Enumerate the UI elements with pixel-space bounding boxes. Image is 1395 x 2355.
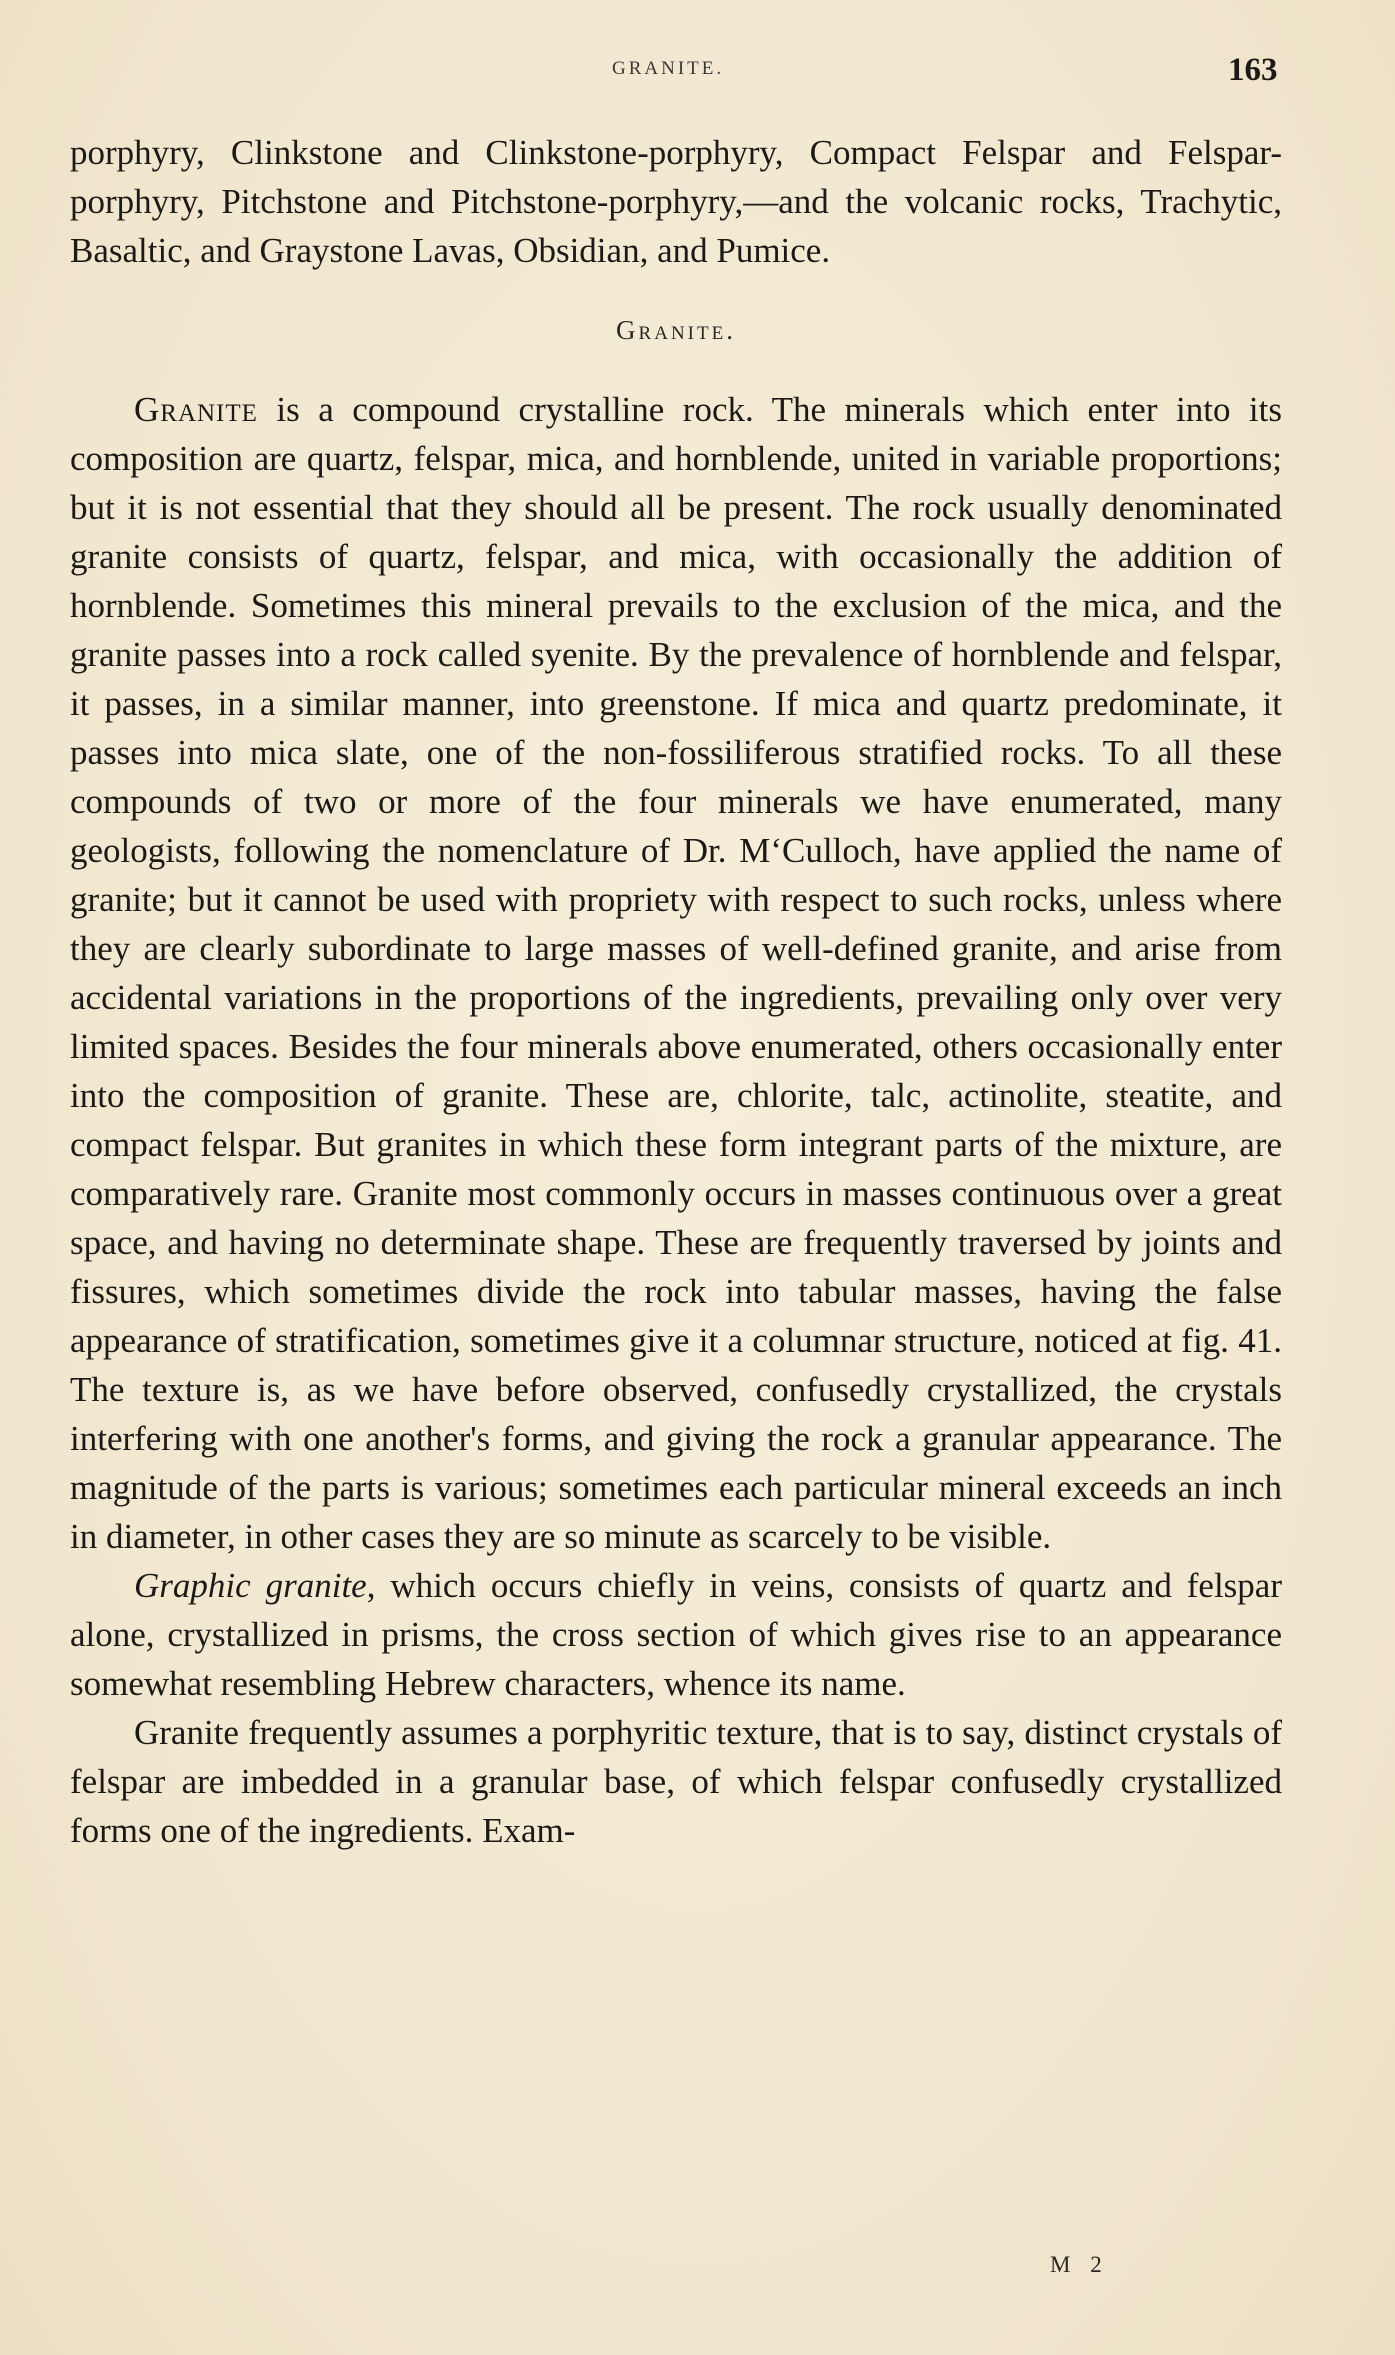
running-header	[0, 52, 1395, 92]
paragraph-granite	[70, 385, 1282, 1561]
paragraph-porphyritic: Granite frequently assumes a porphyritic texture, that is to say, distinct crystals of felspar are imbedded in a granular base, of which felspar confusedly crystallized forms one of the ingredients. Exam-	[70, 1713, 1282, 1850]
section-heading: Granite.	[616, 315, 736, 345]
running-title: GRANITE.	[612, 58, 725, 79]
body-text	[70, 128, 1282, 1855]
intro-paragraph: porphyry, Clinkstone and Clinkstone-porphyry, Compact Felspar and Felspar-porphyry, Pitchstone and Pitchstone-porphyry,—and the volcanic rocks, Trachytic, Basaltic, and Graystone Lavas, Obsidian, and Pumice.	[70, 133, 1282, 270]
signature-mark: M 2	[1050, 2252, 1109, 2277]
paragraph-lead-term: Graphic granite	[134, 1566, 367, 1605]
page-number: 163	[1228, 52, 1278, 88]
paragraph-lead-word: Granite	[134, 390, 258, 429]
paragraph-text: , which occurs chiefly in veins, consists of quartz and felspar alone, crystallized in prisms, the cross section of which gives rise to an appearance somewhat resembling Hebrew characters, whence its name.	[70, 1566, 1282, 1703]
paragraph-text: is a compound crystalline rock. The minerals which enter into its composition are quartz, felspar, mica, and hornblende, united in variable proportions; but it is not essential that they should all be present. The rock usually denominated granite consists of quartz, felspar, and mica, with occasionally the addition of hornblende. Sometimes this mineral prevails to the exclusion of the mica, and the granite passes into a rock called syenite. By the prevalence of hornblende and felspar, it passes, in a similar manner, into greenstone. If mica and quartz predominate, it passes into mica slate, one of the non-fossiliferous stratified rocks. To all these compounds of two or more of the four minerals we have enumerated, many geologists, following the nomenclature of Dr. M‘Culloch, have applied the name of granite; but it cannot be used with propriety with respect to such rocks, unless where they are clearly subordinate to large masses of well-defined granite, and arise from accidental variations in the proportions of the ingredients, prevailing only over very limited spaces. Besides the four minerals above enumerated, others occasionally enter into the composition of granite. These are, chlorite, talc, actinolite, steatite, and compact felspar. But granites in which these form integrant parts of the mixture, are comparatively rare. Granite most commonly occurs in masses continuous over a great space, and having no determinate shape. These are frequently traversed by joints and fissures, which sometimes divide the rock into tabular masses, having the false appearance of stratification, sometimes give it a columnar structure, noticed at fig. 41. The texture is, as we have before observed, confusedly crystallized, the crystals interfering with one another's forms, and giving the rock a granular appearance. The magnitude of the parts is various; sometimes each particular mineral exceeds an inch in diameter, in other cases they are so minute as scarcely to be visible.	[70, 390, 1282, 1556]
paragraph-graphic-granite	[70, 1561, 1282, 1708]
